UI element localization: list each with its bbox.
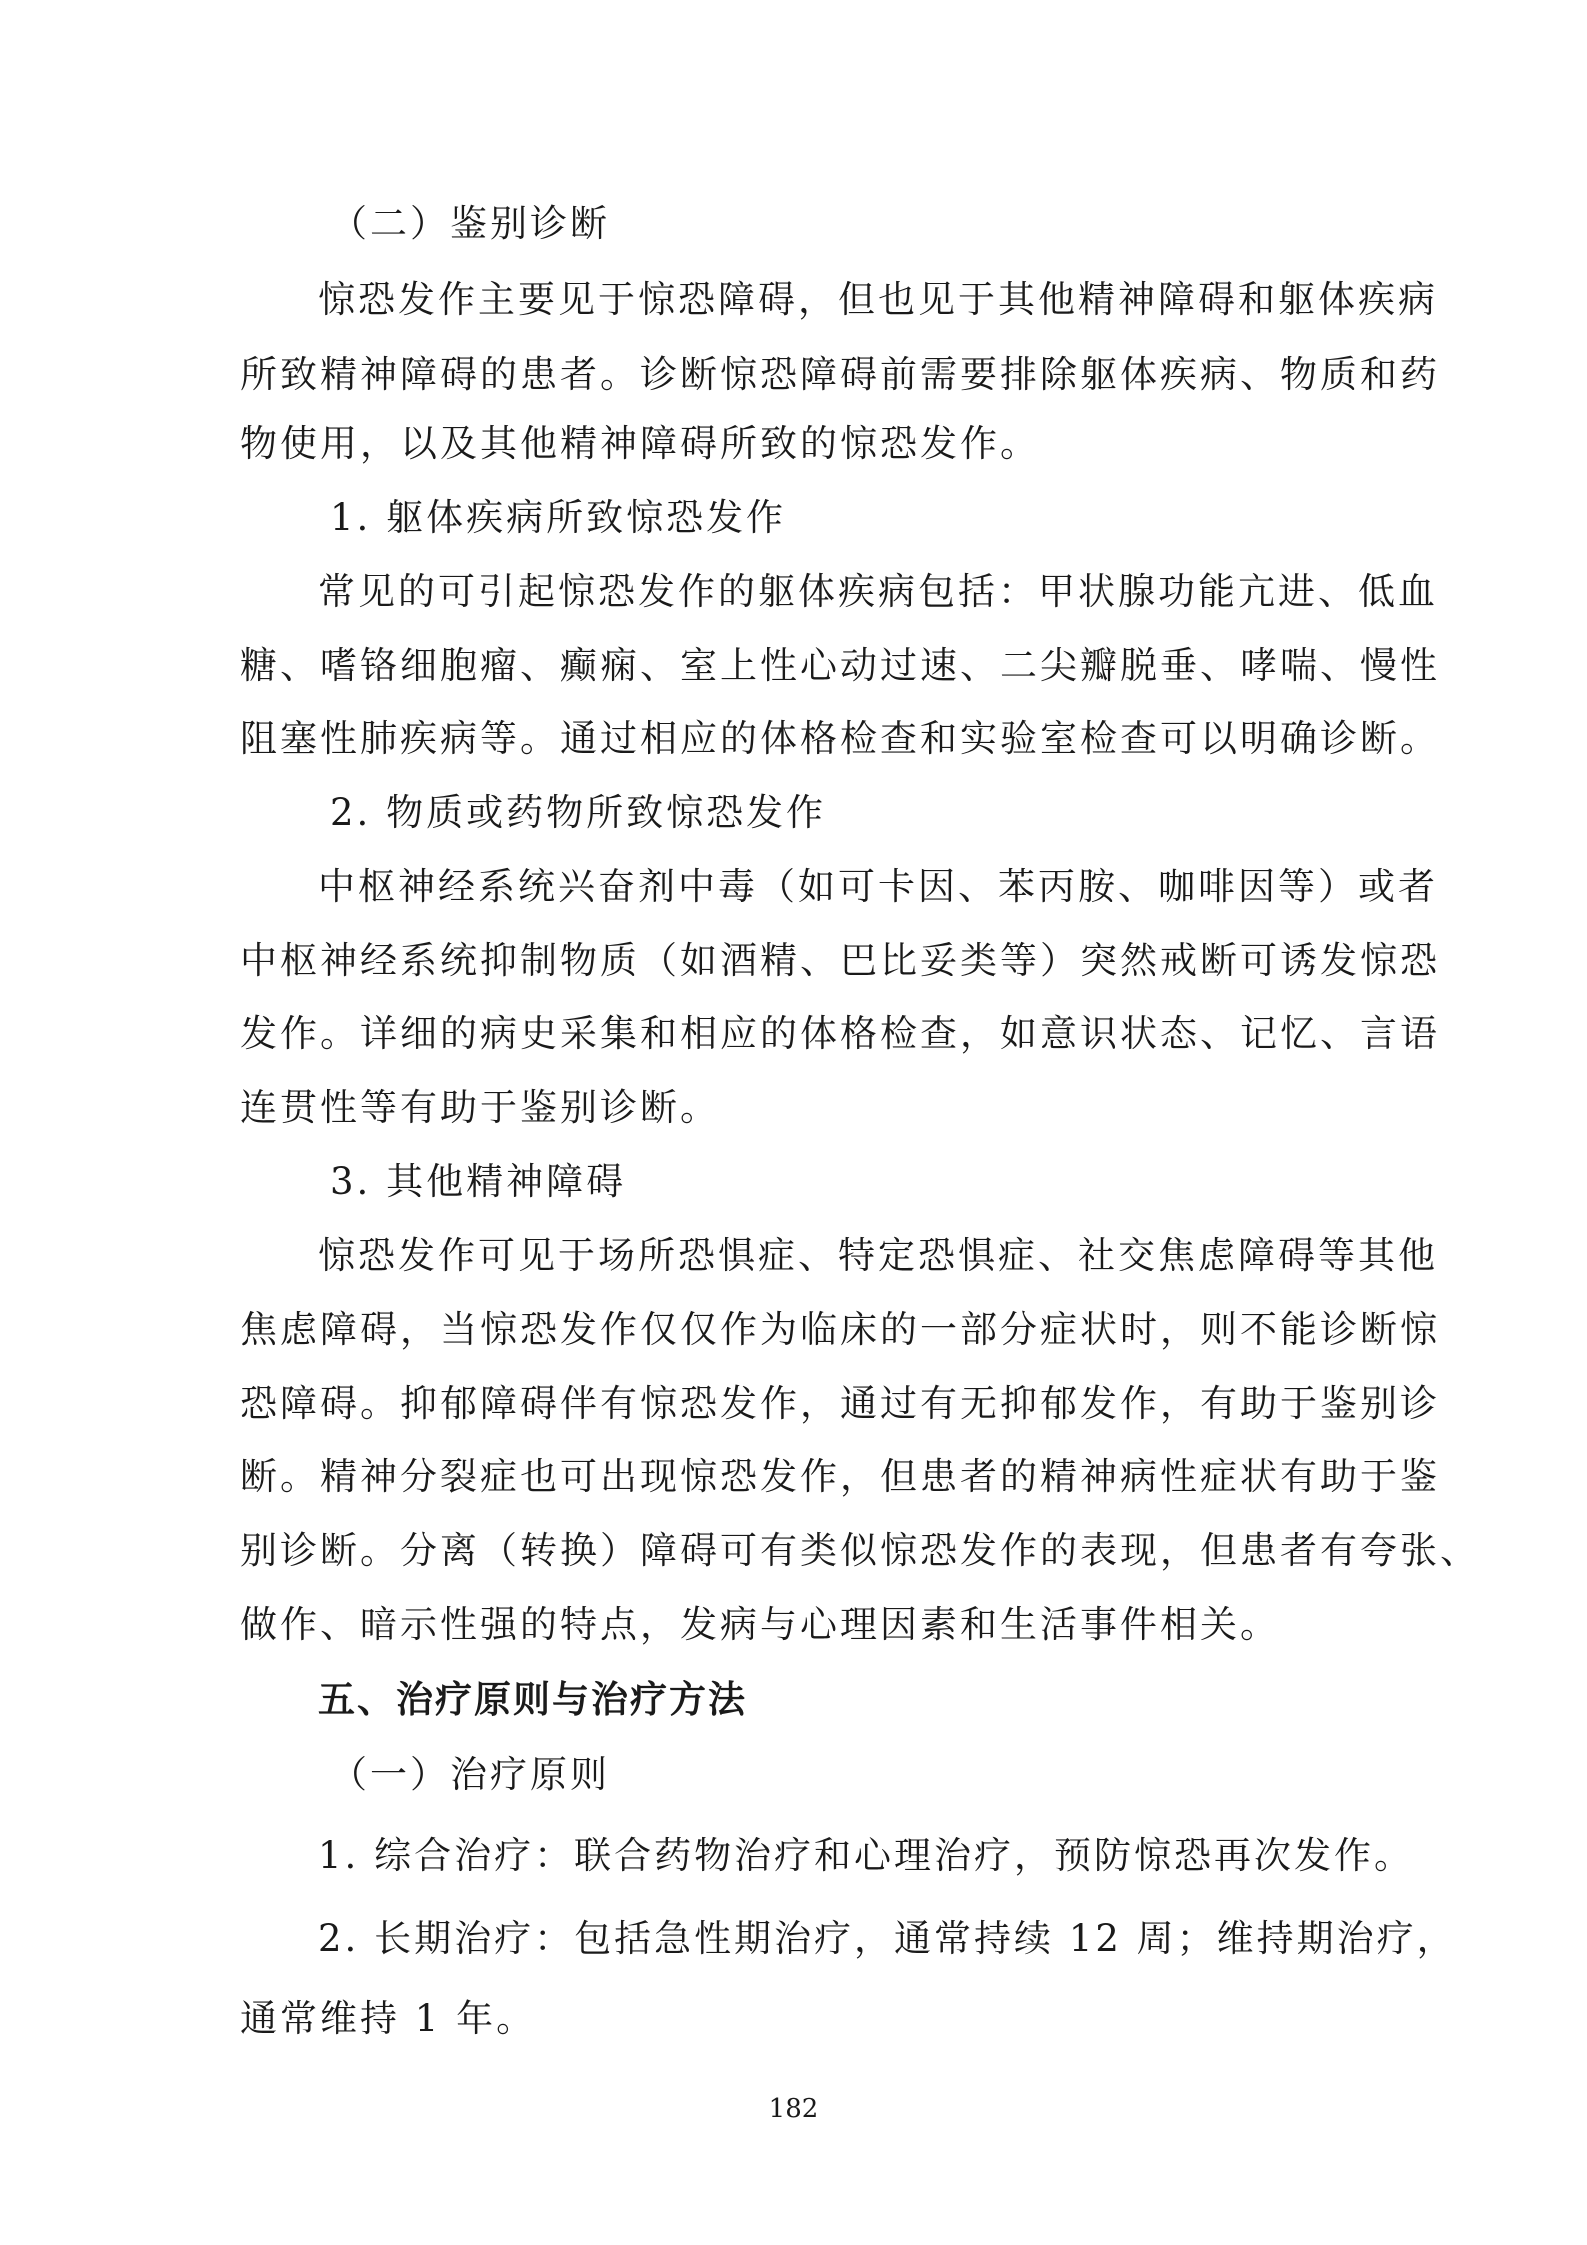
paragraph-line: 惊恐发作主要见于惊恐障碍，但也见于其他精神障碍和躯体疾病 — [318, 278, 1438, 321]
paragraph-line: 常见的可引起惊恐发作的躯体疾病包括：甲状腺功能亢进、低血 — [318, 570, 1438, 613]
paragraph-line: 连贯性等有助于鉴别诊断。 — [240, 1086, 720, 1129]
paragraph-line: 焦虑障碍，当惊恐发作仅仅作为临床的一部分症状时，则不能诊断惊 — [240, 1308, 1440, 1351]
paragraph-line: 发作。详细的病史采集和相应的体格检查，如意识状态、记忆、言语 — [240, 1012, 1440, 1055]
list-item: 2. 长期治疗：包括急性期治疗，通常持续 12 周；维持期治疗， — [318, 1917, 1457, 1960]
paragraph-line: 惊恐发作可见于场所恐惧症、特定恐惧症、社交焦虑障碍等其他 — [318, 1234, 1438, 1277]
page-number: 182 — [768, 2094, 819, 2124]
subsection-title: 1. 躯体疾病所致惊恐发作 — [330, 496, 787, 539]
paragraph-line: 物使用，以及其他精神障碍所致的惊恐发作。 — [240, 422, 1040, 465]
subsection-heading-treatment-principles: （一）治疗原则 — [330, 1753, 610, 1796]
paragraph-line: 糖、嗜铬细胞瘤、癫痫、室上性心动过速、二尖瓣脱垂、哮喘、慢性 — [240, 644, 1440, 687]
paragraph-line: 阻塞性肺疾病等。通过相应的体格检查和实验室检查可以明确诊断。 — [240, 717, 1440, 760]
paragraph-line: 中枢神经系统抑制物质（如酒精、巴比妥类等）突然戒断可诱发惊恐 — [240, 939, 1440, 982]
subsection-title: 3. 其他精神障碍 — [330, 1160, 627, 1203]
section-heading-differential-diagnosis: （二）鉴别诊断 — [330, 202, 610, 245]
paragraph-line: 做作、暗示性强的特点，发病与心理因素和生活事件相关。 — [240, 1603, 1280, 1646]
list-item: 1. 综合治疗：联合药物治疗和心理治疗，预防惊恐再次发作。 — [318, 1834, 1415, 1877]
list-item-continuation: 通常维持 1 年。 — [240, 1997, 537, 2040]
paragraph-line: 断。精神分裂症也可出现惊恐发作，但患者的精神病性症状有助于鉴 — [240, 1455, 1440, 1498]
paragraph-line: 别诊断。分离（转换）障碍可有类似惊恐发作的表现，但患者有夸张、 — [240, 1529, 1480, 1572]
paragraph-line: 恐障碍。抑郁障碍伴有惊恐发作，通过有无抑郁发作，有助于鉴别诊 — [240, 1382, 1440, 1425]
paragraph-line: 所致精神障碍的患者。诊断惊恐障碍前需要排除躯体疾病、物质和药 — [240, 353, 1440, 396]
subsection-title: 2. 物质或药物所致惊恐发作 — [330, 791, 827, 834]
paragraph-line: 中枢神经系统兴奋剂中毒（如可卡因、苯丙胺、咖啡因等）或者 — [318, 865, 1438, 908]
section-heading-treatment: 五、治疗原则与治疗方法 — [318, 1678, 747, 1721]
